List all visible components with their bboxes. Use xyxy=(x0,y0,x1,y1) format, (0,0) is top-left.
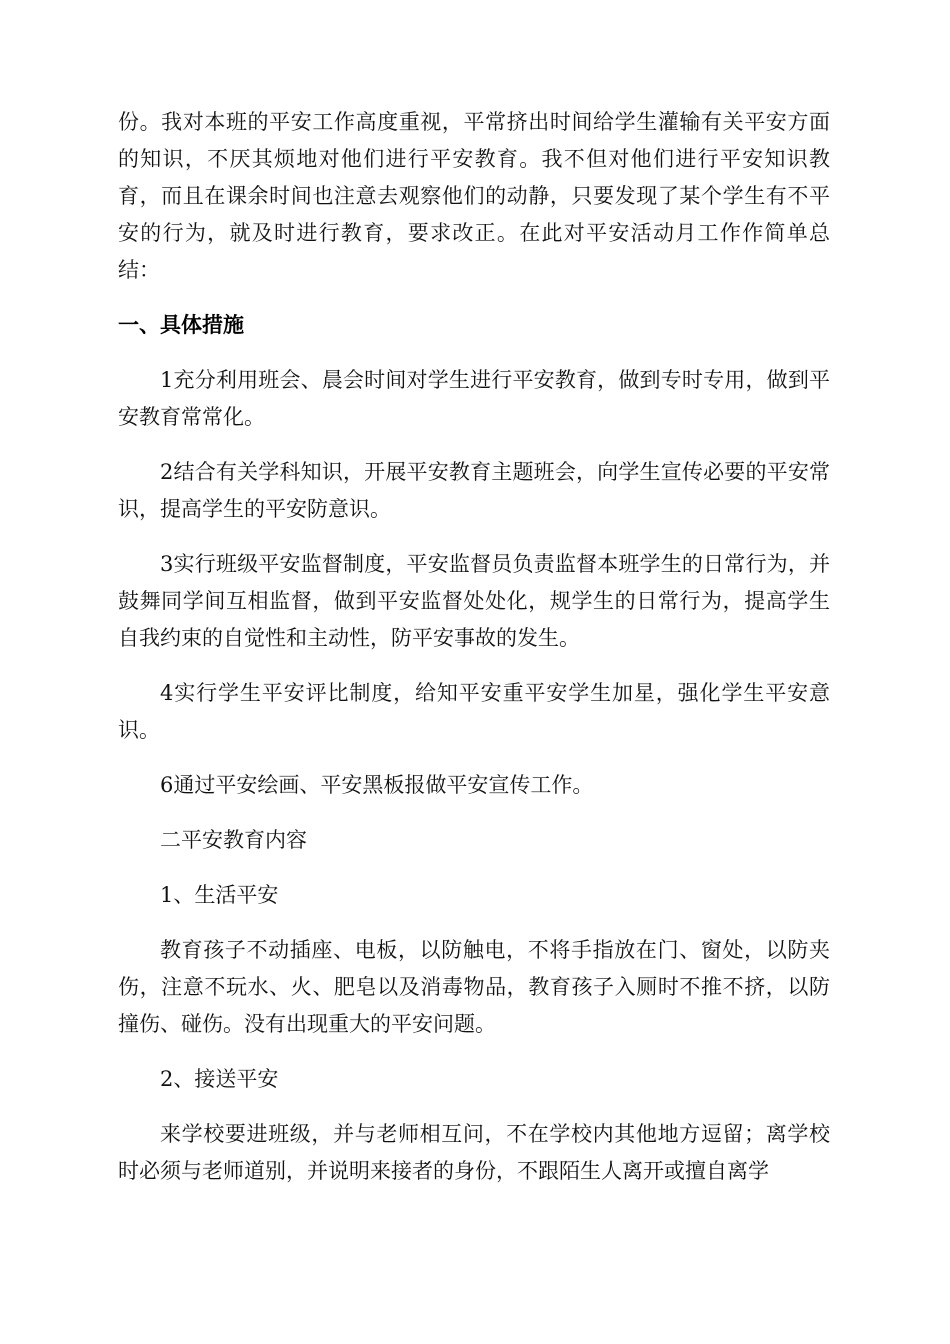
measure-item-1: 1充分利用班会、晨会时间对学生进行平安教育，做到专时专用，做到平安教育常常化。 xyxy=(118,368,830,429)
section-heading-measures: 一、具体措施 xyxy=(118,313,244,337)
measure-item-6: 6通过平安绘画、平安黑板报做平安宣传工作。 xyxy=(160,773,594,797)
measure-item-2: 2结合有关学科知识，开展平安教育主题班会，向学生宣传必要的平安常识，提高学生的平安防意识。 xyxy=(118,460,830,521)
measure-item-4: 4实行学生平安评比制度，给知平安重平安学生加星，强化学生平安意识。 xyxy=(118,681,830,742)
document-body xyxy=(118,104,830,1208)
measure-item-3: 3实行班级平安监督制度，平安监督员负责监督本班学生的日常行为，并鼓舞同学间互相监督，做到平安监督处处化，规学生的日常行为，提高学生自我约束的自觉性和主动性，防平安事故的发生。 xyxy=(118,552,830,650)
section-heading-content: 二平安教育内容 xyxy=(160,828,307,852)
subsection-heading-life-safety: 1、生活平安 xyxy=(160,883,279,907)
intro-paragraph: 份。我对本班的平安工作高度重视，平常挤出时间给学生灌输有关平安方面的知识，不厌其烦地对他们进行平安教育。我不但对他们进行平安知识教育，而且在课余时间也注意去观察他们的动静，只要发现了某个学生有不平安的行为，就及时进行教育，要求改正。在此对平安活动月工作作简单总结： xyxy=(118,110,830,282)
pickup-safety-paragraph: 来学校要进班级，并与老师相互问，不在学校内其他地方逗留；离学校时必须与老师道别，并说明来接者的身份，不跟陌生人离开或擅自离学 xyxy=(118,1122,830,1183)
life-safety-paragraph: 教育孩子不动插座、电板，以防触电，不将手指放在门、窗处，以防夹伤，注意不玩水、火、肥皂以及消毒物品，教育孩子入厕时不推不挤，以防撞伤、碰伤。没有出现重大的平安问题。 xyxy=(118,938,830,1036)
subsection-heading-pickup-safety: 2、接送平安 xyxy=(160,1067,279,1091)
